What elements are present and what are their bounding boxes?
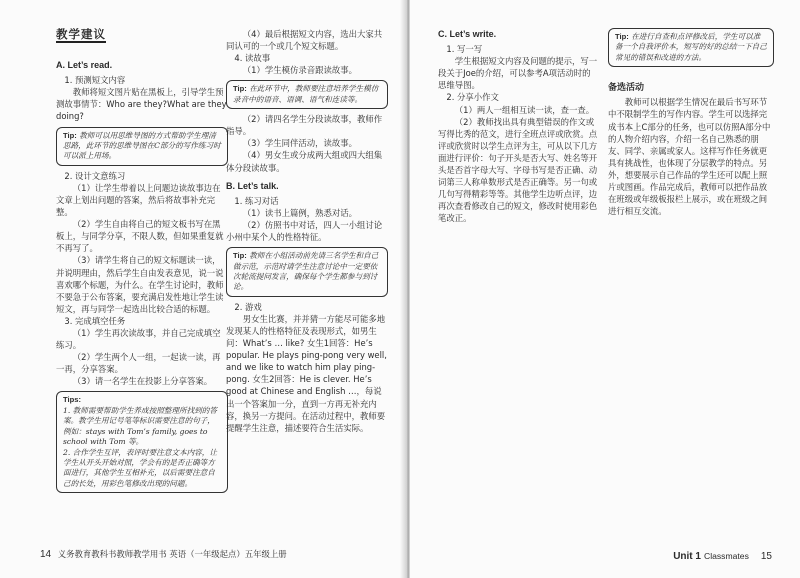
unit-label: Unit 1 xyxy=(673,551,701,562)
page-number: 14 xyxy=(40,549,52,560)
tip-label: Tip: xyxy=(615,32,629,41)
right-footer xyxy=(673,546,772,564)
section-c-heading: C. Let’s write. xyxy=(438,29,497,39)
tip-item: 1. 教师需要帮助学生养成按照整理所找到的答案。教学生用记号笔等标识需要注意的句子，例如：stays with Tom’s family, goes to school with Tom 等。 xyxy=(63,405,217,447)
right-column-2 xyxy=(608,28,774,217)
unit-name: Classmates xyxy=(703,551,749,561)
tip-box xyxy=(226,80,388,109)
paragraph: （2）学生两个人一组，一起读一读，再一再，分享答案。 xyxy=(56,352,221,375)
paragraph: 男女生比赛，并并猜一方能尽可能多地发现某人的性格特征及表现形式，如男生问：What’s … like? 女生1回答：He’s popular. He plays ping-pong very well, and we like to watch him play ping-pong. 女生2回答：He is clever. He’s good at Chinese and English …，每说出一个答案加一分，直到一方再无补充内容，换另一方提问。在活动过程中，教师要提醒学生注意，描述要符合生活实际。 xyxy=(226,313,387,433)
step-title: 1. 练习对话 xyxy=(234,195,279,206)
paragraph: 教师可以根据学生情况在最后书写环节中不限制学生的写作内容。学生可以选择完成书本上C部分的任务，也可以仿照A部分中的人物介绍内容，介绍一名自己熟悉的朋友、同学、亲属或家人。这样写作任务就更具有挑战性，也体现了分层教学的特点。另外，想要展示自己作品的学生还可以配上照片或图画。作品完成后，教师可以把作品放在班级或年级板报栏上展示，或在班级之间进行相互交流。 xyxy=(608,97,771,217)
step-title: 2. 分享小作文 xyxy=(446,92,499,103)
paragraph: （3）学生同伴活动，读故事。 xyxy=(242,138,357,149)
tips-box xyxy=(56,391,228,493)
book-title: 义务教育教科书教师教学用书 英语（一年级起点）五年级上册 xyxy=(57,549,287,559)
paragraph: （1）两人一组相互读一读，查一查。 xyxy=(454,104,595,115)
tip-box xyxy=(56,127,228,166)
tips-label: Tips: xyxy=(63,395,82,405)
paragraph: （3）请一名学生在投影上分享答案。 xyxy=(72,376,213,387)
paragraph: （2）请四名学生分段读故事，教师作指导。 xyxy=(226,114,383,137)
tip-box xyxy=(608,28,774,67)
paragraph: （4）男女生或分成两大组或四大组集体分段读故事。 xyxy=(226,150,383,173)
tip-text: 教师可以用思维导图的方式帮助学生理清思路，此环节的思维导图在C部分的写作练习时可以派上用场。 xyxy=(63,130,221,161)
paragraph: 教师将短文图片贴在黑板上，引导学生预测故事情节：Who are they?What are they doing? xyxy=(56,87,227,122)
section-title: 教学建议 xyxy=(56,28,106,43)
section-b-heading: B. Let’s talk. xyxy=(226,180,279,191)
paragraph: （1）读书上篇例，熟悉对话。 xyxy=(242,207,357,218)
paragraph: （4）最后根据短文内容，选出大家共同认可的一个或几个短文标题。 xyxy=(226,29,383,52)
paragraph: （2）教师找出具有典型错误的作文或写得比秀的范文，进行全班点评或欣赏。点评或欣赏时以学生点评为主，可从以下几方面进行评价：句子开头是否大写、姓名等开头是否首字母大写、字母书写是否正确、动词第三人称单数形式是否正确等。另一句或几句写得精彩等等。其他学生边听点评，边再次查看修改自己的短文，修改时使用彩色笔改正。 xyxy=(438,116,598,224)
tip-box xyxy=(226,247,388,297)
step-title: 4. 读故事 xyxy=(234,53,271,64)
paragraph: （2）学生自由将自己的短文板书写在黑板上，与同学分享，不限人数，但如果重复就不再写了。 xyxy=(56,219,224,254)
section-a-heading: A. Let’s read. xyxy=(56,60,113,71)
left-column-1 xyxy=(56,28,228,497)
paragraph: （1）学生模仿录音跟读故事。 xyxy=(242,65,357,76)
tip-label: Tip: xyxy=(233,84,247,94)
right-column-1 xyxy=(438,28,598,225)
tip-text: 在进行自查和点评修改后，学生可以准备一个自我评价本，短写的好的总结一下自己常见的错误和改进的方法。 xyxy=(615,32,767,62)
step-title: 1. 预测短文内容 xyxy=(64,75,126,86)
step-title: 3. 完成填空任务 xyxy=(64,315,126,326)
paragraph: 学生根据短文内容及问题的提示，写一段关于Joe的介绍，可以参考A项活动时的思维导图。 xyxy=(438,56,598,91)
paragraph: （2）仿照书中对话，四人一小组讨论小州中某个人的性格特征。 xyxy=(226,219,383,243)
tip-text: 教师在小组活动前先请三名学生和自己做示范，示范时请学生注意讨论中一定要依次轮流提问发言，确保每个学生都参与到讨论。 xyxy=(233,251,379,292)
tip-label: Tip: xyxy=(63,130,77,140)
left-footer xyxy=(40,548,287,560)
right-page xyxy=(410,0,800,578)
paragraph: （3）请学生将自己的短文标题读一读，并说明理由，然后学生自由发表意见，说一说喜欢哪个标题，为什么。在学生讨论时，教师不要急于公布答案，要充满启发性地让学生读短文，再与同学一起选出比较合适的标题。 xyxy=(56,255,224,314)
step-title: 2. 游戏 xyxy=(234,301,262,312)
step-title: 1. 写一写 xyxy=(446,44,483,55)
paragraph: （1）让学生带着以上问题边读故事边在文章上划出问题的答案，然后将故事补充完整。 xyxy=(56,182,221,218)
page-number: 15 xyxy=(760,551,772,562)
left-column-2 xyxy=(226,28,388,434)
step-title: 2. 设计文意练习 xyxy=(64,170,126,181)
alternative-activity-heading: 备选活动 xyxy=(608,82,645,93)
tip-item: 2. 合作学生互评，表评时要注意文本内容，让学生从开头开始对照，学会有的是否正确等方面进行，其他学生互相补充，以后需要注意自己的长处，用彩色笔修改出现的问题。 xyxy=(63,447,217,488)
tip-label: Tip: xyxy=(233,251,247,261)
paragraph: （1）学生再次读故事，并自己完成填空练习。 xyxy=(56,328,221,351)
tip-text: 在此环节中，教师要注意培养学生模仿录音中的语音、语调、语气和连读等。 xyxy=(233,84,379,104)
